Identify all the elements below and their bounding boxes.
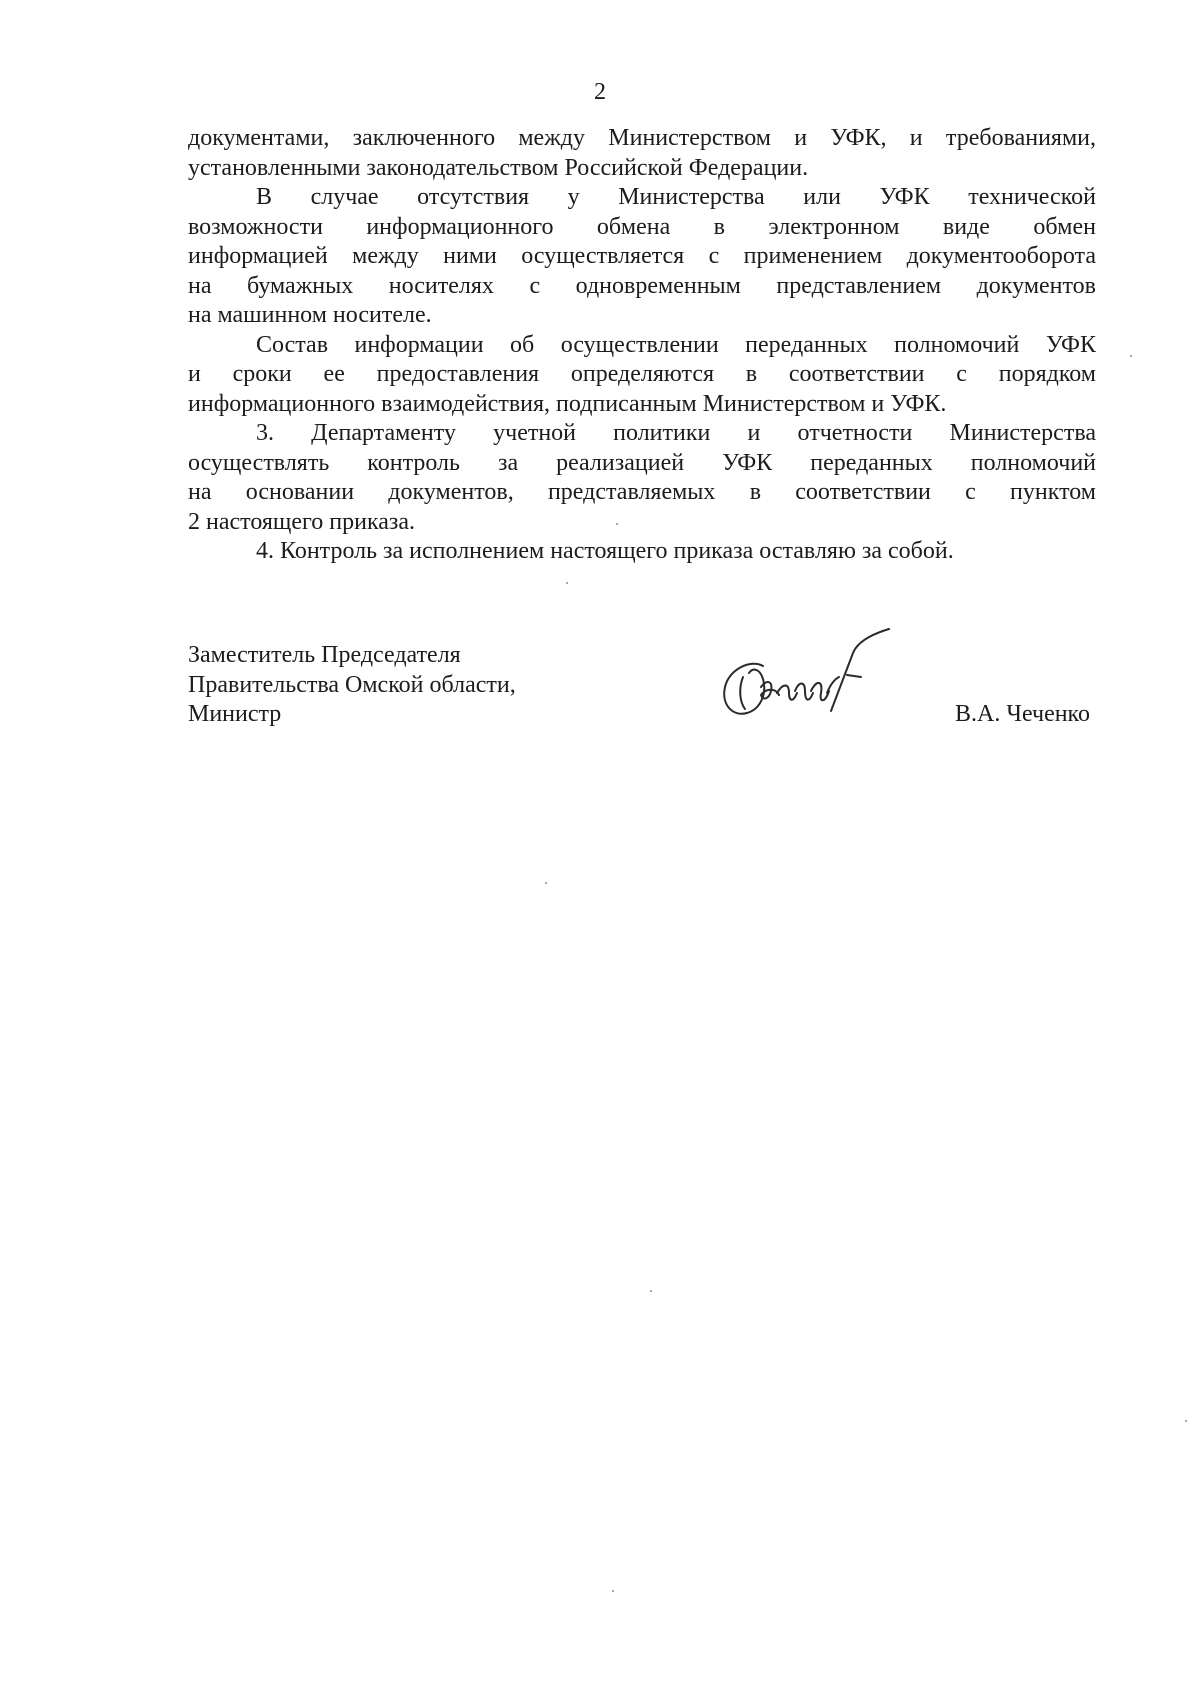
text-line: на бумажных носителях с одновременным представлением документов (188, 272, 1096, 299)
scan-speck (1185, 1420, 1187, 1422)
text-line: на машинном носителе. (188, 302, 432, 328)
scan-speck (650, 1290, 652, 1292)
paragraph-information-composition (188, 331, 1096, 420)
scan-speck (566, 582, 568, 584)
text-line: установленными законодательством Российской Федерации. (188, 154, 809, 181)
paragraph-item-3 (188, 419, 1096, 537)
position-line: Заместитель Председателя (188, 642, 461, 668)
signature-block (188, 641, 1096, 761)
handwritten-signature (703, 621, 903, 726)
scan-speck (612, 1590, 614, 1592)
position-line: Министр (188, 701, 282, 727)
text-line: 3. Департаменту учетной политики и отчетности Министерства (256, 420, 1096, 446)
page-number: 2 (594, 79, 606, 105)
text-line: 2 настоящего приказа. (188, 508, 416, 535)
text-line: на основании документов, представляемых в соответствии с пунктом (188, 479, 1096, 505)
text-line: информационного взаимодействия, подписанным Министерством и УФК. (188, 390, 947, 417)
scan-speck (1130, 355, 1132, 357)
paragraph-electronic-exchange (188, 183, 1096, 331)
text-line: осуществлять контроль за реализацией УФК переданных полномочий (188, 449, 1096, 476)
text-line: документами, заключенного между Министерством и УФК, и требованиями, (188, 125, 1096, 151)
paragraph-item-4 (188, 537, 1096, 567)
document-body (188, 124, 1096, 567)
text-line: 4. Контроль за исполнением настоящего приказа оставляю за собой. (256, 538, 954, 564)
text-line: информацией между ними осуществляется с применением документооборота (188, 243, 1096, 269)
text-line: Состав информации об осуществлении переданных полномочий УФК (256, 331, 1096, 358)
scan-speck (616, 523, 618, 525)
signatory-position (188, 641, 516, 730)
scan-speck (545, 882, 547, 884)
text-line: и сроки ее предоставления определяются в соответствии с порядком (188, 361, 1096, 387)
paragraph-continuation (188, 124, 1096, 183)
text-line: В случае отсутствия у Министерства или УФК технической (256, 184, 1096, 210)
position-line: Правительства Омской области, (188, 671, 516, 698)
signer-name: В.А. Чеченко (955, 701, 1090, 727)
text-line: возможности информационного обмена в электронном виде обмен (188, 213, 1096, 240)
